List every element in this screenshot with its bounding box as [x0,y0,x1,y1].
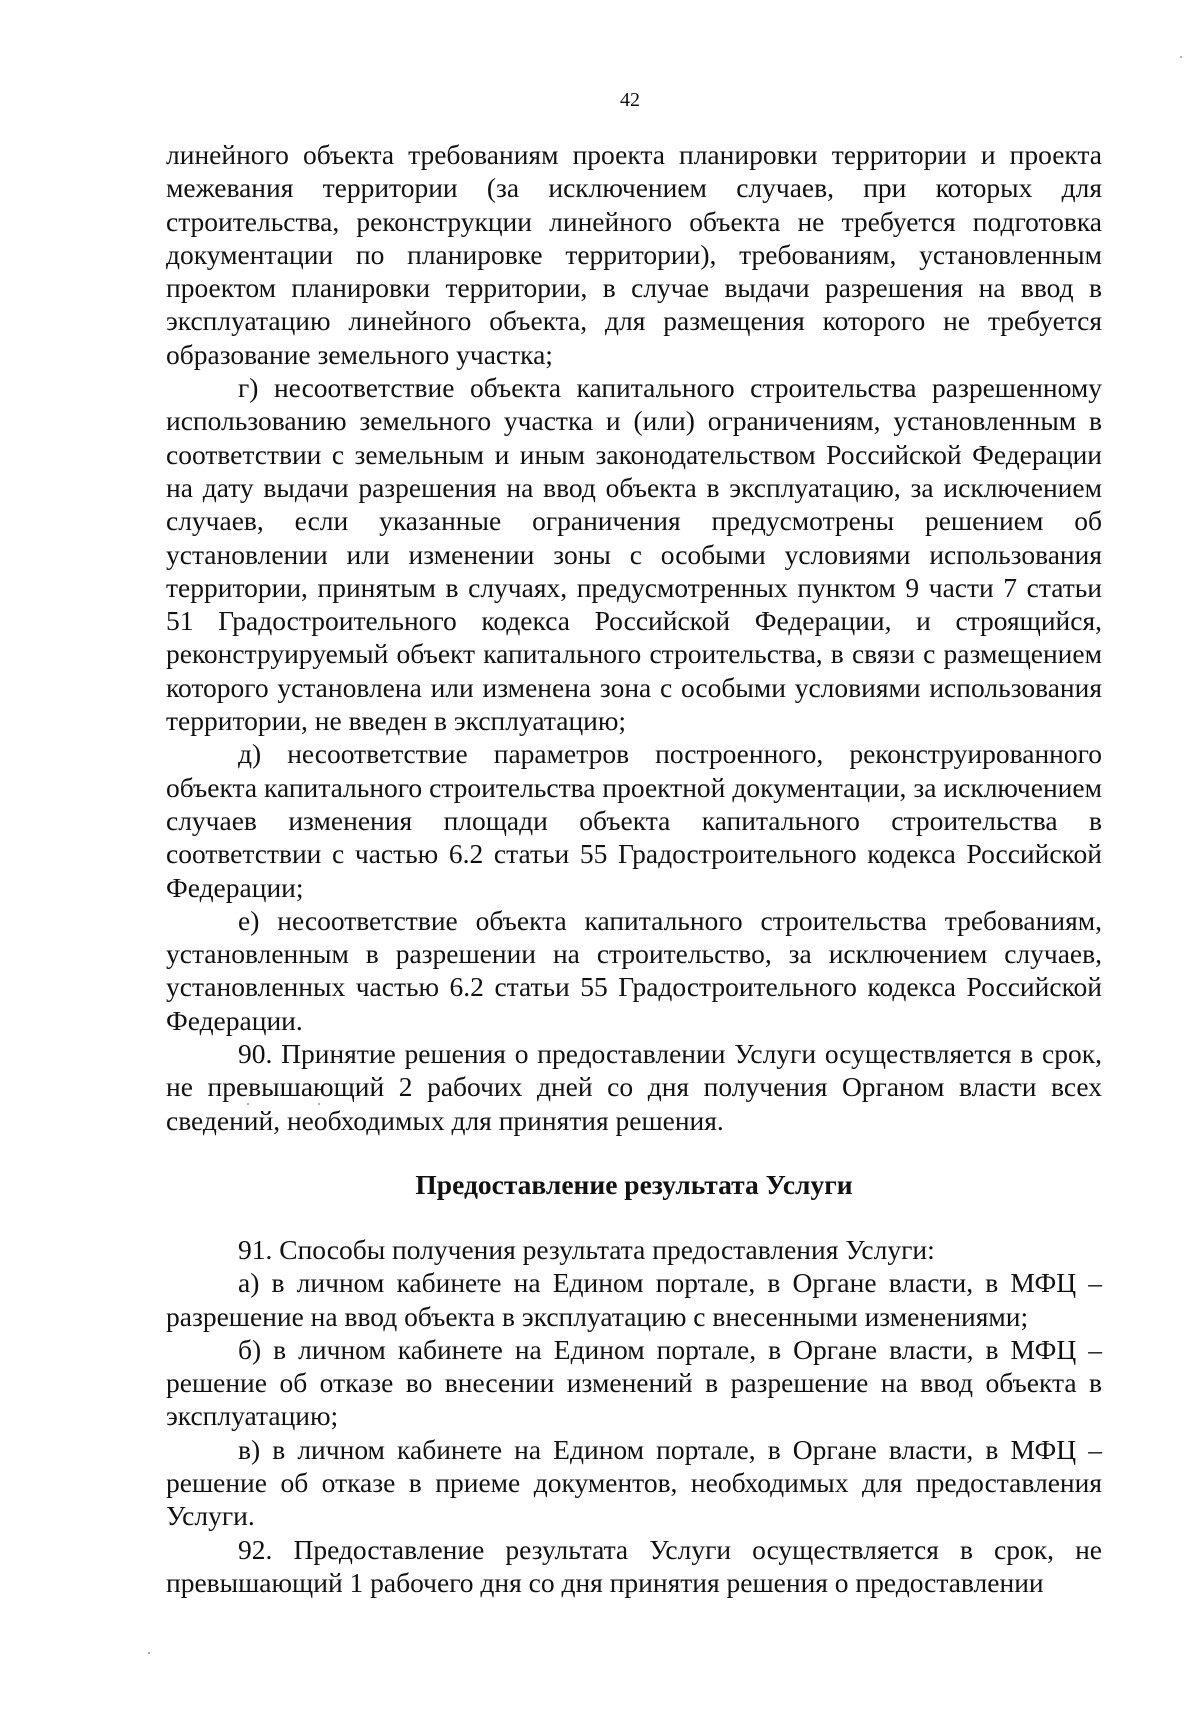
paragraph: 92. Предоставление результата Услуги осуществляется в срок, не превышающий 1 рабочего дня со дня принятия решения о предоставлении [166,1533,1102,1598]
scan-speck [148,1652,150,1654]
section-heading: Предоставление результата Услуги [415,1168,853,1200]
section-after-heading [166,1233,1102,1599]
paragraph: 91. Способы получения результата предоставления Услуги: [238,1233,935,1265]
page-number: 42 [620,89,640,111]
document-body [166,138,1102,1599]
paragraph: линейного объекта требованиям проекта планировки территории и проекта межевания территории (за исключением случаев, при которых для строительства, реконструкции линейного объекта не требуется подготовка документации по планировке территории), требованиям, установленным проектом планировки территории, в случае выдачи разрешения на ввод в эксплуатацию линейного объекта, для размещения которого не требуется образование земельного участка; [166,139,1102,370]
paragraph: г) несоответствие объекта капитального строительства разрешенному использованию земельного участка и (или) ограничениям, установленным в соответствии с земельным и иным законодательством Российской Федерации на дату выдачи разрешения на ввод объекта в эксплуатацию, за исключением случаев, если указанные ограничения предусмотрены решением об установлении или изменении зоны с особыми условиями использования территории, принятым в случаях, предусмотренных пунктом 9 части 7 статьи 51 Градостроительного кодекса Российской Федерации, и строящийся, реконструируемый объект капитального строительства, в связи с размещением которого установлена или изменена зона с особыми условиями использования территории, не введен в эксплуатацию; [166,372,1102,737]
scan-speck [247,1103,249,1105]
paragraph: в) в личном кабинете на Едином портале, в Органе власти, в МФЦ – решение об отказе в приеме документов, необходимых для предоставления Услуги. [166,1433,1102,1532]
scan-speck [318,1103,320,1105]
paragraph: д) несоответствие параметров построенного, реконструированного объекта капитального строительства проектной документации, за исключением случаев изменения площади объекта капитального строительства в соответствии с частью 6.2 статьи 55 Градостроительного кодекса Российской Федерации; [166,738,1102,903]
paragraph: б) в личном кабинете на Едином портале, в Органе власти, в МФЦ – решение об отказе во внесении изменений в разрешение на ввод объекта в эксплуатацию; [166,1333,1102,1432]
paragraph: е) несоответствие объекта капитального строительства требованиям, установленным в разрешении на строительство, за исключением случаев, установленных частью 6.2 статьи 55 Градостроительного кодекса Российской Федерации. [166,904,1102,1036]
section-before-heading [166,138,1102,1137]
paragraph: а) в личном кабинете на Едином портале, в Органе власти, в МФЦ – разрешение на ввод объекта в эксплуатацию с внесенными изменениями; [166,1267,1102,1332]
paragraph: 90. Принятие решения о предоставлении Услуги осуществляется в срок, не превышающий 2 рабочих дней со дня получения Органом власти всех сведений, необходимых для принятия решения. [166,1038,1102,1136]
scan-speck [1180,56,1182,58]
